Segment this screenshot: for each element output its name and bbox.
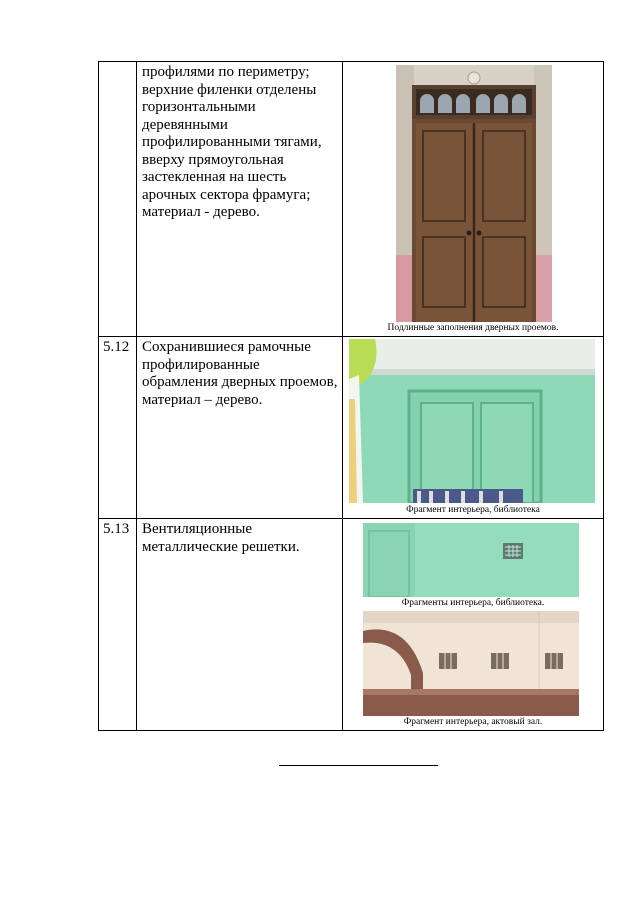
row-description: Сохранившиеся рамочные профилированные обрамления дверных проемов, материал – дерево. [137, 337, 343, 518]
row-description: Вентиляционные металлические решетки. [137, 519, 343, 730]
image-cell [343, 519, 603, 730]
wooden-door-photo [396, 65, 552, 322]
row-number: 5.13 [99, 519, 137, 730]
photo-caption: Подлинные заполнения дверных проемов. [387, 323, 559, 333]
footnote-separator [279, 765, 438, 766]
image-cell [343, 337, 603, 518]
row-description: профилями по периметру; верхние филенки отделены горизонтальными деревянными профилированными тягами, вверху прямоугольная застекленная на шесть арочных сектора фрамуга; материал - дерево. [137, 62, 343, 336]
table-row [99, 519, 603, 731]
table-row [99, 337, 603, 519]
ventilation-grille-library-photo [363, 523, 579, 597]
row-number [99, 62, 137, 336]
photo-caption: Фрагменты интерьера, библиотека. [401, 598, 545, 608]
interior-door-frame-photo [349, 339, 595, 503]
image-cell [343, 62, 603, 336]
ventilation-grille-assembly-hall-photo [363, 611, 579, 716]
photo-caption: Фрагмент интерьера, библиотека [406, 505, 540, 515]
table-row [99, 62, 603, 337]
photo-caption: Фрагмент интерьера, актовый зал. [403, 717, 543, 727]
monument-elements-table [98, 61, 604, 731]
row-number: 5.12 [99, 337, 137, 518]
